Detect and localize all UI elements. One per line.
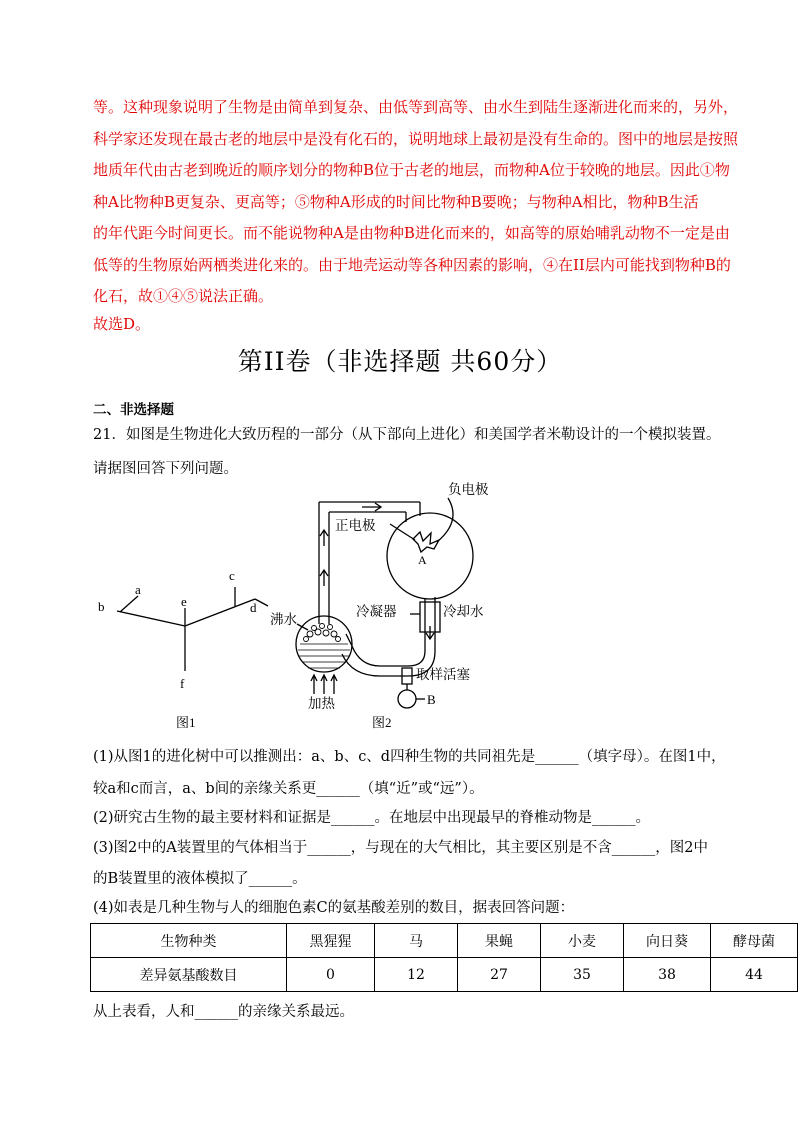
- label-chamber-a: A: [418, 553, 427, 567]
- tree-branch-right: [185, 599, 255, 626]
- table-cell: 0: [287, 958, 375, 992]
- label-negative-electrode: 负电极: [448, 482, 489, 498]
- figure2-caption: 图2: [372, 715, 392, 730]
- question-stem-line2: 请据图回答下列问题。: [93, 461, 238, 477]
- label-positive-electrode: 正电极: [335, 518, 376, 534]
- label-flask-b: B: [427, 692, 436, 707]
- tree-label-f: f: [180, 676, 185, 691]
- answer-line: 种A比物种B更复杂、更高等；⑤物种A形成的时间比物种B要晚；与物种A相比，物种B生活: [93, 192, 699, 211]
- answer-conclusion: 故选D。: [93, 315, 151, 333]
- tree-label-e: e: [181, 594, 187, 609]
- label-condenser: 冷凝器: [356, 604, 397, 620]
- tree-label-c: c: [229, 568, 235, 583]
- answer-line: 等。这种现象说明了生物是由简单到复杂、由低等到高等、由水生到陆生逐渐进化而来的，另外，: [93, 98, 739, 116]
- cytochrome-c-table: [90, 923, 798, 992]
- table-cell: 38: [624, 958, 711, 992]
- question-2: (2)研究古生物的最主要材料和证据是______。在地层中出现最早的脊椎动物是______。: [93, 810, 651, 826]
- answer-explanation: [93, 92, 739, 313]
- tree-branch-left: [117, 611, 185, 626]
- table-cell: 小麦: [541, 924, 624, 958]
- figures: [90, 476, 710, 746]
- final-question: 从上表看，人和______的亲缘关系最远。: [93, 1004, 354, 1020]
- figure1-caption: 图1: [176, 715, 196, 730]
- table-cell: 马: [375, 924, 458, 958]
- answer-line: 地质年代由古老到晚近的顺序划分的物种B位于古老的地层，而物种A位于较晚的地层。因此①物: [93, 161, 730, 179]
- question-3-line1: (3)图2中的A装置里的气体相当于______，与现在的大气相比，其主要区别是不含______，图2中: [93, 840, 708, 856]
- tree-branch-a: [120, 596, 138, 612]
- evolution-tree: [117, 587, 268, 671]
- question-4: (4)如表是几种生物与人的细胞色素C的氨基酸差别的数目，据表回答问题：: [93, 900, 575, 916]
- label-cooling-water: 冷却水: [443, 604, 484, 620]
- table-cell: 酵母菌: [711, 924, 798, 958]
- chamber-a: [387, 513, 473, 599]
- answer-line: 化石，故①④⑤说法正确。: [93, 287, 274, 305]
- table-cell: 差异氨基酸数目: [91, 958, 287, 992]
- table-cell: 黑猩猩: [287, 924, 375, 958]
- question-1-line2: 较a和c而言，a、b间的亲缘关系更______（填“近”或“远”）。: [93, 781, 484, 797]
- label-heating: 加热: [308, 696, 335, 712]
- tree-label-d: d: [250, 600, 257, 615]
- table-cell: 向日葵: [624, 924, 711, 958]
- table-cell: 27: [458, 958, 541, 992]
- section-heading: 二、非选择题: [93, 402, 174, 418]
- table-row: [91, 958, 798, 992]
- label-boiling-water: 沸水: [270, 612, 297, 628]
- table-cell: 44: [711, 958, 798, 992]
- question-1-line1: (1)从图1的进化树中可以推测出：a、b、c、d四种生物的共同祖先是______（填字母）。在图1中，: [93, 749, 726, 765]
- label-sampling-valve: 取样活塞: [416, 667, 470, 683]
- volume-title: 第II卷（非选择题 共60分）: [237, 347, 563, 376]
- answer-line: 低等的生物原始两栖类进化来的。由于地壳运动等各种因素的影响，④在II层内可能找到物种B的: [93, 255, 731, 274]
- table-cell: 果蝇: [458, 924, 541, 958]
- flask-b: [398, 690, 416, 708]
- answer-line: 科学家还发现在最古老的地层中是没有化石的，说明地球上最初是没有生命的。图中的地层是按照: [93, 129, 739, 148]
- question-stem-line1: 21．如图是生物进化大致历程的一部分（从下部向上进化）和美国学者米勒设计的一个模拟装置。: [93, 427, 721, 443]
- table-cell: 生物种类: [91, 924, 287, 958]
- table-cell: 12: [375, 958, 458, 992]
- tree-label-b: b: [98, 599, 105, 614]
- tree-label-a: a: [135, 582, 141, 597]
- spark-icon: [413, 532, 439, 552]
- tree-branch-d: [255, 599, 268, 606]
- table-cell: 35: [541, 958, 624, 992]
- table-header-row: [91, 924, 798, 958]
- answer-line: 的年代距今时间更长。而不能说物种A是由物种B进化而来的，如高等的原始哺乳动物不一定是由: [93, 224, 730, 242]
- question-3-line2: 的B装置里的液体模拟了______。: [93, 871, 307, 887]
